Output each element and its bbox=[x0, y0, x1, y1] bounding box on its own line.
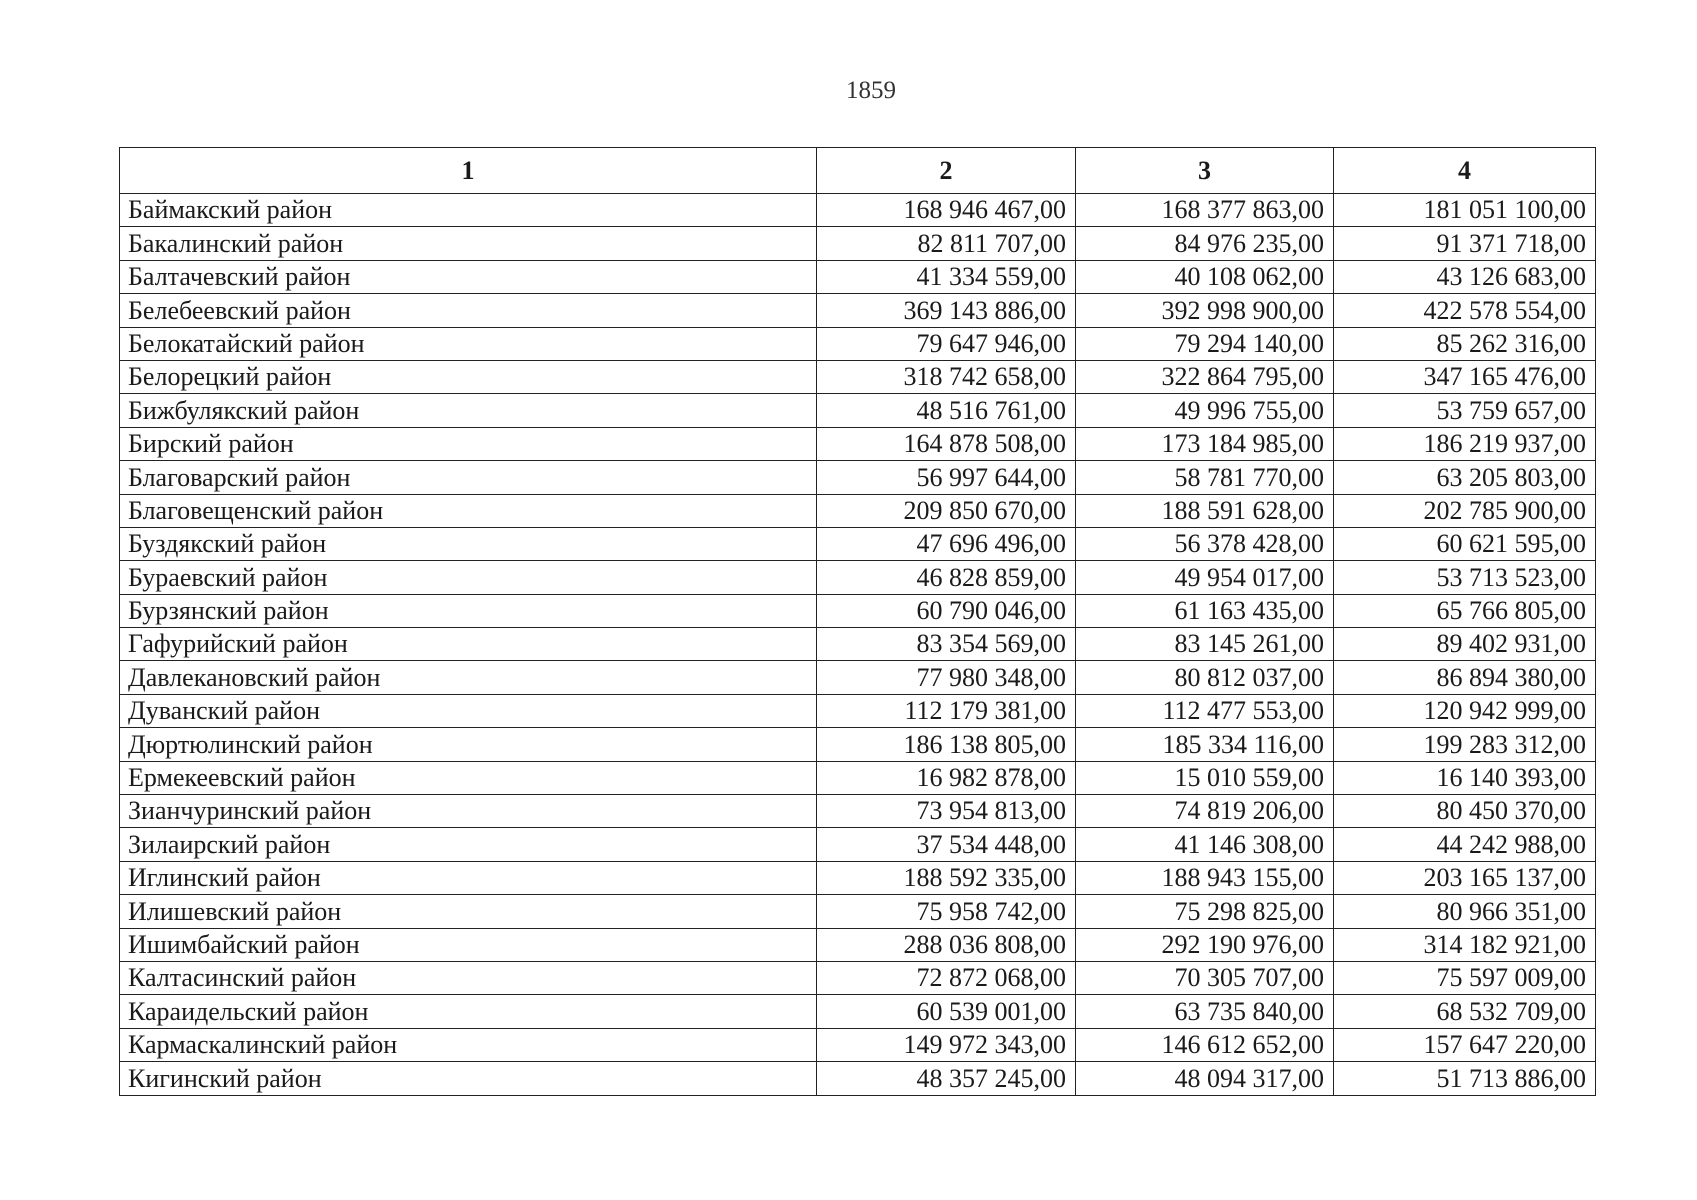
value-cell-col4: 181 051 100,00 bbox=[1334, 194, 1596, 227]
value-cell-col4: 157 647 220,00 bbox=[1334, 1028, 1596, 1061]
value-cell-col3: 185 334 116,00 bbox=[1076, 728, 1334, 761]
table-row bbox=[120, 194, 1596, 227]
column-header-4: 4 bbox=[1334, 148, 1596, 194]
column-header-3: 3 bbox=[1076, 148, 1334, 194]
table-row bbox=[120, 427, 1596, 460]
budget-table bbox=[119, 147, 1596, 1096]
table-row bbox=[120, 828, 1596, 861]
value-cell-col3: 58 781 770,00 bbox=[1076, 461, 1334, 494]
value-cell-col2: 164 878 508,00 bbox=[817, 427, 1076, 460]
district-name-cell: Баймакский район bbox=[120, 194, 817, 227]
value-cell-col3: 392 998 900,00 bbox=[1076, 294, 1334, 327]
value-cell-col3: 63 735 840,00 bbox=[1076, 995, 1334, 1028]
value-cell-col4: 68 532 709,00 bbox=[1334, 995, 1596, 1028]
value-cell-col4: 16 140 393,00 bbox=[1334, 761, 1596, 794]
value-cell-col4: 186 219 937,00 bbox=[1334, 427, 1596, 460]
table-row bbox=[120, 661, 1596, 694]
value-cell-col2: 83 354 569,00 bbox=[817, 628, 1076, 661]
district-name-cell: Кармаскалинский район bbox=[120, 1028, 817, 1061]
value-cell-col4: 63 205 803,00 bbox=[1334, 461, 1596, 494]
value-cell-col3: 79 294 140,00 bbox=[1076, 327, 1334, 360]
value-cell-col2: 369 143 886,00 bbox=[817, 294, 1076, 327]
column-header-2: 2 bbox=[817, 148, 1076, 194]
value-cell-col3: 146 612 652,00 bbox=[1076, 1028, 1334, 1061]
value-cell-col3: 80 812 037,00 bbox=[1076, 661, 1334, 694]
table-row bbox=[120, 694, 1596, 727]
table-row bbox=[120, 527, 1596, 560]
table-row bbox=[120, 561, 1596, 594]
district-name-cell: Дуванский район bbox=[120, 694, 817, 727]
value-cell-col2: 186 138 805,00 bbox=[817, 728, 1076, 761]
page-number: 1859 bbox=[846, 77, 896, 104]
value-cell-col3: 83 145 261,00 bbox=[1076, 628, 1334, 661]
value-cell-col2: 60 790 046,00 bbox=[817, 594, 1076, 627]
value-cell-col3: 188 591 628,00 bbox=[1076, 494, 1334, 527]
value-cell-col3: 74 819 206,00 bbox=[1076, 795, 1334, 828]
value-cell-col3: 70 305 707,00 bbox=[1076, 961, 1334, 994]
district-name-cell: Ермекеевский район bbox=[120, 761, 817, 794]
value-cell-col2: 79 647 946,00 bbox=[817, 327, 1076, 360]
district-name-cell: Караидельский район bbox=[120, 995, 817, 1028]
table-row bbox=[120, 1028, 1596, 1061]
district-name-cell: Ишимбайский район bbox=[120, 928, 817, 961]
table-row bbox=[120, 861, 1596, 894]
value-cell-col2: 41 334 559,00 bbox=[817, 260, 1076, 293]
district-name-cell: Кигинский район bbox=[120, 1062, 817, 1095]
value-cell-col2: 77 980 348,00 bbox=[817, 661, 1076, 694]
table-row bbox=[120, 394, 1596, 427]
value-cell-col4: 86 894 380,00 bbox=[1334, 661, 1596, 694]
district-name-cell: Бакалинский район bbox=[120, 227, 817, 260]
value-cell-col4: 203 165 137,00 bbox=[1334, 861, 1596, 894]
table-row bbox=[120, 594, 1596, 627]
district-name-cell: Бураевский район bbox=[120, 561, 817, 594]
table-row bbox=[120, 461, 1596, 494]
value-cell-col3: 49 954 017,00 bbox=[1076, 561, 1334, 594]
value-cell-col3: 75 298 825,00 bbox=[1076, 895, 1334, 928]
district-name-cell: Буздякский район bbox=[120, 527, 817, 560]
table-row bbox=[120, 728, 1596, 761]
value-cell-col2: 168 946 467,00 bbox=[817, 194, 1076, 227]
table-row bbox=[120, 995, 1596, 1028]
district-name-cell: Белорецкий район bbox=[120, 360, 817, 393]
district-name-cell: Балтачевский район bbox=[120, 260, 817, 293]
table-row bbox=[120, 628, 1596, 661]
value-cell-col4: 43 126 683,00 bbox=[1334, 260, 1596, 293]
value-cell-col2: 209 850 670,00 bbox=[817, 494, 1076, 527]
value-cell-col4: 80 450 370,00 bbox=[1334, 795, 1596, 828]
value-cell-col4: 91 371 718,00 bbox=[1334, 227, 1596, 260]
value-cell-col3: 56 378 428,00 bbox=[1076, 527, 1334, 560]
district-name-cell: Давлекановский район bbox=[120, 661, 817, 694]
value-cell-col4: 60 621 595,00 bbox=[1334, 527, 1596, 560]
value-cell-col3: 49 996 755,00 bbox=[1076, 394, 1334, 427]
value-cell-col4: 53 713 523,00 bbox=[1334, 561, 1596, 594]
value-cell-col4: 75 597 009,00 bbox=[1334, 961, 1596, 994]
value-cell-col4: 53 759 657,00 bbox=[1334, 394, 1596, 427]
value-cell-col2: 188 592 335,00 bbox=[817, 861, 1076, 894]
district-name-cell: Гафурийский район bbox=[120, 628, 817, 661]
table-row bbox=[120, 761, 1596, 794]
district-name-cell: Дюртюлинский район bbox=[120, 728, 817, 761]
value-cell-col4: 51 713 886,00 bbox=[1334, 1062, 1596, 1095]
value-cell-col3: 40 108 062,00 bbox=[1076, 260, 1334, 293]
district-name-cell: Зианчуринский район bbox=[120, 795, 817, 828]
value-cell-col3: 173 184 985,00 bbox=[1076, 427, 1334, 460]
value-cell-col4: 199 283 312,00 bbox=[1334, 728, 1596, 761]
value-cell-col4: 120 942 999,00 bbox=[1334, 694, 1596, 727]
value-cell-col4: 314 182 921,00 bbox=[1334, 928, 1596, 961]
district-name-cell: Белебеевский район bbox=[120, 294, 817, 327]
value-cell-col4: 422 578 554,00 bbox=[1334, 294, 1596, 327]
table-row bbox=[120, 227, 1596, 260]
value-cell-col2: 112 179 381,00 bbox=[817, 694, 1076, 727]
value-cell-col2: 37 534 448,00 bbox=[817, 828, 1076, 861]
value-cell-col2: 47 696 496,00 bbox=[817, 527, 1076, 560]
value-cell-col4: 80 966 351,00 bbox=[1334, 895, 1596, 928]
value-cell-col4: 347 165 476,00 bbox=[1334, 360, 1596, 393]
table-row bbox=[120, 795, 1596, 828]
district-name-cell: Белокатайский район bbox=[120, 327, 817, 360]
value-cell-col3: 168 377 863,00 bbox=[1076, 194, 1334, 227]
value-cell-col2: 46 828 859,00 bbox=[817, 561, 1076, 594]
table-row bbox=[120, 895, 1596, 928]
value-cell-col3: 48 094 317,00 bbox=[1076, 1062, 1334, 1095]
value-cell-col3: 112 477 553,00 bbox=[1076, 694, 1334, 727]
value-cell-col2: 73 954 813,00 bbox=[817, 795, 1076, 828]
value-cell-col3: 61 163 435,00 bbox=[1076, 594, 1334, 627]
value-cell-col3: 84 976 235,00 bbox=[1076, 227, 1334, 260]
district-name-cell: Благоварский район bbox=[120, 461, 817, 494]
district-name-cell: Иглинский район bbox=[120, 861, 817, 894]
district-name-cell: Бирский район bbox=[120, 427, 817, 460]
table-row bbox=[120, 1062, 1596, 1095]
table-row bbox=[120, 961, 1596, 994]
district-name-cell: Благовещенский район bbox=[120, 494, 817, 527]
table-row bbox=[120, 928, 1596, 961]
district-name-cell: Калтасинский район bbox=[120, 961, 817, 994]
district-name-cell: Илишевский район bbox=[120, 895, 817, 928]
table-row bbox=[120, 494, 1596, 527]
table-row bbox=[120, 294, 1596, 327]
value-cell-col2: 318 742 658,00 bbox=[817, 360, 1076, 393]
value-cell-col2: 60 539 001,00 bbox=[817, 995, 1076, 1028]
value-cell-col2: 48 357 245,00 bbox=[817, 1062, 1076, 1095]
value-cell-col2: 48 516 761,00 bbox=[817, 394, 1076, 427]
table-row bbox=[120, 327, 1596, 360]
value-cell-col2: 75 958 742,00 bbox=[817, 895, 1076, 928]
value-cell-col2: 82 811 707,00 bbox=[817, 227, 1076, 260]
value-cell-col4: 44 242 988,00 bbox=[1334, 828, 1596, 861]
value-cell-col2: 16 982 878,00 bbox=[817, 761, 1076, 794]
table-row bbox=[120, 360, 1596, 393]
value-cell-col2: 72 872 068,00 bbox=[817, 961, 1076, 994]
district-name-cell: Бурзянский район bbox=[120, 594, 817, 627]
value-cell-col3: 292 190 976,00 bbox=[1076, 928, 1334, 961]
table-row bbox=[120, 260, 1596, 293]
value-cell-col3: 322 864 795,00 bbox=[1076, 360, 1334, 393]
value-cell-col2: 56 997 644,00 bbox=[817, 461, 1076, 494]
value-cell-col4: 85 262 316,00 bbox=[1334, 327, 1596, 360]
district-name-cell: Бижбулякский район bbox=[120, 394, 817, 427]
value-cell-col4: 89 402 931,00 bbox=[1334, 628, 1596, 661]
header-row bbox=[120, 148, 1596, 194]
value-cell-col4: 202 785 900,00 bbox=[1334, 494, 1596, 527]
value-cell-col4: 65 766 805,00 bbox=[1334, 594, 1596, 627]
column-header-1: 1 bbox=[120, 148, 817, 194]
value-cell-col2: 149 972 343,00 bbox=[817, 1028, 1076, 1061]
value-cell-col3: 41 146 308,00 bbox=[1076, 828, 1334, 861]
value-cell-col2: 288 036 808,00 bbox=[817, 928, 1076, 961]
district-name-cell: Зилаирский район bbox=[120, 828, 817, 861]
value-cell-col3: 15 010 559,00 bbox=[1076, 761, 1334, 794]
value-cell-col3: 188 943 155,00 bbox=[1076, 861, 1334, 894]
